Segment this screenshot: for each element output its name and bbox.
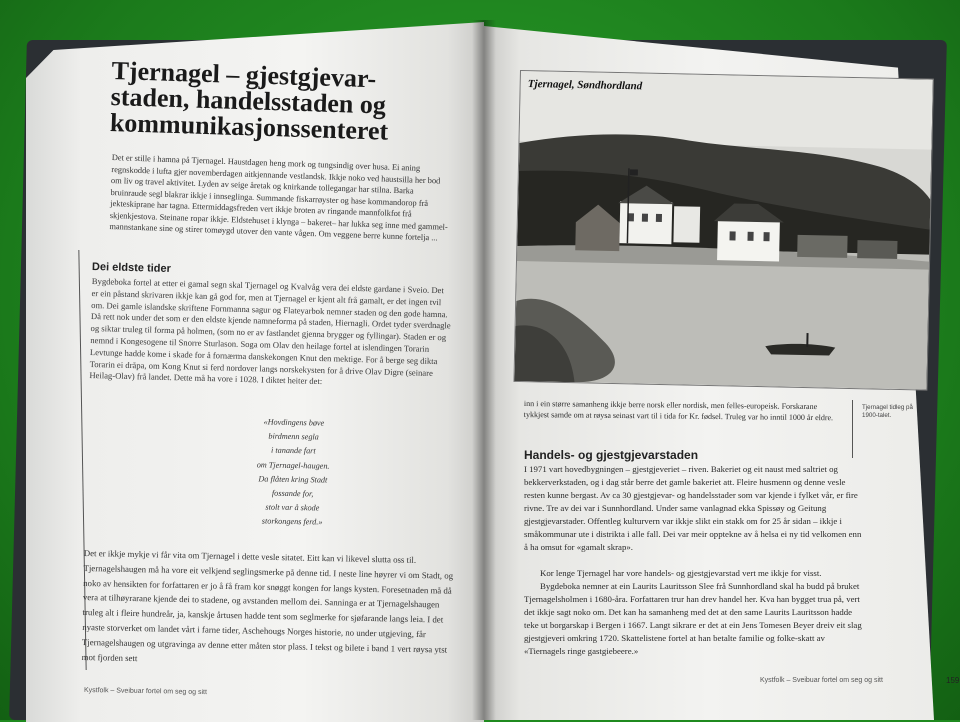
poem-line: birdmenn segla: [239, 429, 349, 445]
poem-line: om Tjernagel-haugen.: [238, 458, 348, 474]
book-gutter: [472, 20, 496, 720]
continuation-paragraph: inn i ein større samanheng ikkje berre norsk eller nordisk, men felles-europeisk. Forskarane tykkjest samde om at røysa seinast vart til i tida for Kr. fødsel. Truleg var ho inntil 1000 år eldre.: [524, 398, 836, 423]
side-photo-caption: Tjernagel tidleg på 1900-talet.: [862, 404, 922, 420]
poem-line: fossande for,: [238, 486, 348, 502]
intro-paragraph: Det er stille i hamna på Tjernagel. Haustdagen heng mork og tungsindig over husa. Ei aning regnskodde i lufta gjer novemberdagen aitkjennande vestlandsk. Ikkje noko ved haustsilla her bod om liv og travel aktivitet. Lyden av seige åretak og knirkande tollegangar har stilna. Barka bruinraude segl blakrar ikkje i innseglinga. Summande fiskarrøyster og hase kommandorop frå jekteskiprane har tagna. Ettermiddagsfreden vert ikkje broten av ringande mannfolkfot frå skjenkjestova. Steinane ropar ikkje. Eldstehuset i klynga – bakeret– har lukka seg inne med gammel-mannstankane sine og stirer tomøygd utover den vante vågen. Om veggene berre kunne fortelja ...: [109, 152, 452, 244]
poem-line: stolt var å skode: [237, 500, 347, 516]
poem-line: storkongens ferd.»: [237, 514, 347, 530]
running-footer-right: Kystfolk – Sveibuar fortel om seg og sitt: [760, 677, 883, 684]
photo-caption: Tjernagel, Søndhordland: [528, 78, 643, 92]
running-footer-left: Kystfolk – Sveibuar fortel om seg og sitt: [84, 687, 207, 696]
caption-divider: [852, 400, 853, 458]
section-heading-eldste-tider: Dei eldste tider: [92, 261, 171, 275]
section-body-handels-2: Kor lenge Tjernagel har vore handels- og gjestgjevarstad vert me ikkje for visst.: [540, 567, 862, 580]
section-body-handels-3: Bygdeboka nemner at ein Laurits Lauritsson Slee frå Sunnhordland skal ha budd på bruket Tjernagelsholmen i 1680-åra. Forfattaren trur han drev handel her. Kva han bygget trua på, vert det ikkje sagt noko om. Det kan ha samanheng med det at den same Laurits Lauritsson hadde teke ut borgarskap i Bergen i 1667. Langt sikrare er det at ein Jens Tomesen Beyer dreiv eit slag gjestgjeveri omkring 1720. Skattelistene fortel at han betalte familie og folke-skatt av «Tiernagels ringe gastgiebeere.»: [524, 580, 862, 658]
poem-line: «Hovdingens bøve: [239, 415, 349, 431]
historic-photo-tjernagel: [513, 70, 933, 391]
poem-line: Da flåten kring Stadt: [238, 472, 348, 488]
section-heading-handels: Handels- og gjestgjevarstaden: [524, 448, 698, 462]
page-number: 159: [946, 676, 959, 685]
poem-line: i tanande fart: [238, 443, 348, 459]
poem-quote: [237, 415, 349, 531]
page-title: Tjernagel – gjestgjevar-staden, handelsstaden og kommunikasjonssenteret: [110, 58, 452, 147]
section-body-eldste-tider: Bygdeboka fortel at etter ei gamal segn skal Tjernagel og Kvalvåg vera dei eldste gardane i Sveio. Det er ein påstand skrivaren ikkje kan gå god for, men at Tjernagel er kjent alt frå gamalt, er det ingen tvil om. Dei gamle islandske skriftene Fornmanna sagur og Flateyarbok nemner staden og den gode hamna. Då rett nok under det som er den eldste kjende namneforma på staden, Hiernagli. Ordet tyder sverdnagle og siktar truleg til forma på holmen, (som no er av fastlandet gjenna brygger og fyllingar). Staden er og nemnd i Kongesogene til Snorre Sturlason. Soga om Olav den heilage fortel at islendingen Torarin Levtunge hadde kome i skade for å fornærma danskekongen Knut den mektige. For å berge seg dikta Torarin ei dråpa, om Kong Knut si ferd nordover langs norskekysten for å drive Olav Digre (seinare Heilag-Olav) frå landet. Dette må ha vore i 1028. I diktet heiter det:: [89, 276, 452, 392]
section-body-handels-1: I 1971 vart hovedbygningen – gjestgjeveriet – riven. Bakeriet og eit naust med saltriet og bekkerverkstaden, og i dag står berre det gamle bakeriet att. Fleire husmenn og denne vesle resten kunne bergast. Av ca 30 gjestgjevar- og handelsstader som var kjende i fylket vår, er fire rivne. Tre av dei var i Sunnhordland. Under same vanlagnad ekka Spissøy og Geitung gjestgjevarstader. Offentleg kulturvern var ikkje slikt ein stakk om for 25 år sidan – ikkje i småkommunar ute i distrikta i alle fall. Dei var meir opptekne av å helsa ei ny tid velkomen enn å ha omsut for «gamalt skrap».: [524, 463, 862, 554]
lower-body-text: Det er ikkje mykje vi får vita om Tjernagel i dette vesle sitatet. Eitt kan vi likevel slutta oss til. Tjernagelshaugen må ha vore eit velkjend seglingsmerke på denne tid. I neste line høyrer vi om Stadt, og noko av hensikten for forfattaren er jo å få fram kor snøggt kongen for langs kysten. Foresetnaden må då vera at tilhøyrarane kjende dei to stadene, og avstanden mellom dei. Sanninga er at Tjernagelshaugen truleg alt i fleire hundreår, ja, kanskje årtusen hadde tent som seglmerke for sjøfarande langs leia. I det nyaste storverket om landet vårt i farne tider, Aschehougs Norges historie, no under utgjeving, får Tjernagelshaugen og utgravinga av denne etter måten stor plass. I tekst og bilete i band 1 vert røysa ytst mot fjorden sett: [82, 546, 460, 672]
